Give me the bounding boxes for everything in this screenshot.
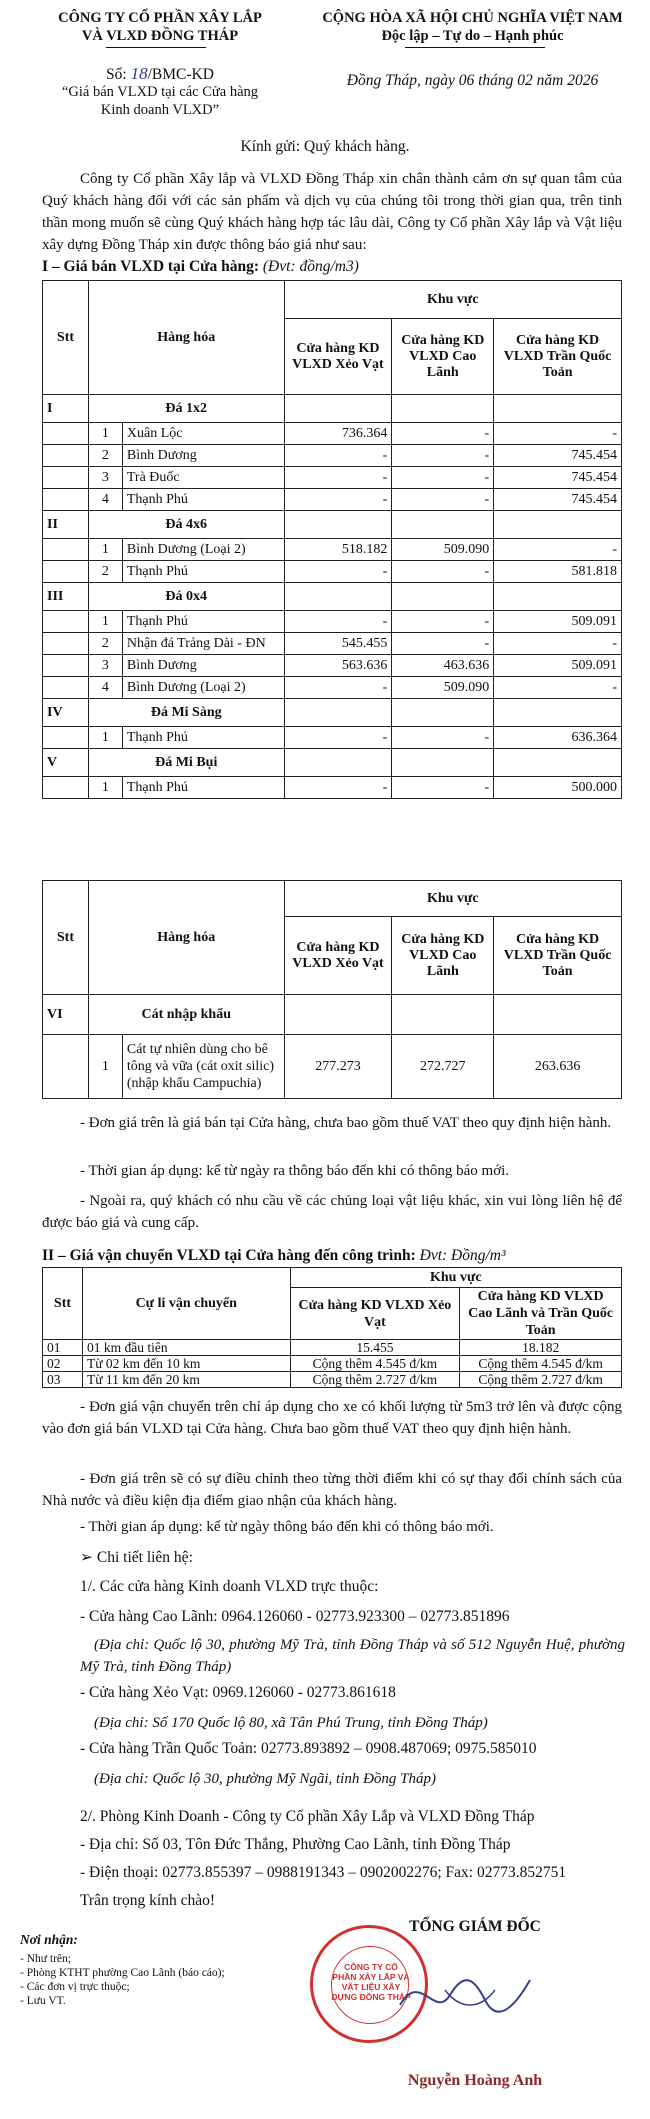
row-v2: - [392,423,494,445]
row-no: 02 [43,1356,83,1372]
group-row [43,511,622,539]
row-name: Trà Đuốc [122,467,284,489]
section1-unit: (Đvt: đồng/m3) [262,258,359,275]
table-row [43,445,622,467]
row-v3: - [494,677,622,699]
group-row [43,583,622,611]
row-name: Thạnh Phú [122,611,284,633]
group-row [43,395,622,423]
row-no: 3 [88,467,122,489]
row-v2: 509.090 [392,677,494,699]
table-row [43,655,622,677]
row-range: 01 km đầu tiên [82,1340,290,1356]
store-cao-lanh-address: (Địa chỉ: Quốc lộ 30, phường Mỹ Trà, tỉnh Đồng Tháp và số 512 Nguyễn Huệ, phường Mỹ Trà, tỉnh Đồng Tháp) [80,1637,625,1675]
company-seal-text: CÔNG TY CỔ PHẦN XÂY LẮP VÀ VẬT LIỆU XÂY DỰNG ĐỒNG THÁP [331,1962,411,2002]
row-name: Thạnh Phú [122,727,284,749]
row-no: 1 [88,1035,122,1099]
doc-no-suffix: /BMC-KD [147,66,214,83]
row-no: 2 [88,633,122,655]
row-no: 1 [88,611,122,633]
company-name-line2: VÀ VLXD ĐỒNG THÁP [81,28,239,44]
recipients-list [20,1952,225,2008]
row-v2: - [392,727,494,749]
row-v1: - [284,677,392,699]
section2-unit: Đvt: Đồng/m³ [419,1247,506,1264]
store-tran-quoc-toan-line: - Cửa hàng Trần Quốc Toản: 02773.893892 – 0908.487069; 0975.585010 [80,1740,537,1757]
row-no: 1 [88,423,122,445]
row-range: Từ 11 km đến 20 km [82,1372,290,1388]
signer-title: TỔNG GIÁM ĐỐC [409,1918,541,1935]
company-name-line1: CÔNG TY CỔ PHẦN XÂY LẮP [58,10,262,26]
section1-title: I – Giá bán VLXD tại Cửa hàng: [42,258,260,275]
row-no: 2 [88,445,122,467]
section1-note-1: - Đơn giá trên là giá bán tại Cửa hàng, chưa bao gồm thuế VAT theo quy định hiện hành. [80,1115,612,1131]
arrow-icon: ➢ [80,1549,93,1566]
th2-store-cao-lanh: Cửa hàng KD VLXD Cao Lãnh [392,917,494,995]
section2-note-1: - Đơn giá vận chuyển trên chỉ áp dụng cho xe có khối lượng từ 5m3 trở lên và được cộng vào đơn giá bán VLXD tại Cửa hàng. Chưa bao gồm thuế VAT theo quy định hiện hành. [42,1399,622,1437]
intro-paragraph: Công ty Cổ phần Xây lắp và VLXD Đồng Tháp xin chân thành cảm ơn sự quan tâm của Quý khách hàng đối với các sản phẩm và dịch vụ của chúng tôi trong thời gian qua, trên tinh thần mong muốn sẽ cùng Quý khách hàng hợp tác lâu dài, Công ty Cổ phần Xây lắp và Vật liệu xây dựng Đồng Tháp xin được thông báo giá như sau: [42,171,622,253]
row-v2: - [392,467,494,489]
doc-no-label: Số: [106,66,127,83]
recipients-title: Nơi nhận: [20,1932,78,1947]
row-no: 4 [88,489,122,511]
greeting: Kính gửi: Quý khách hàng. [240,138,410,155]
row-no: 1 [88,777,122,799]
row-no: 01 [43,1340,83,1356]
th2-goods: Hàng hóa [88,881,284,995]
row-no: 4 [88,677,122,699]
table-row [43,489,622,511]
contact-part2-title: 2/. Phòng Kinh Doanh - Công ty Cổ phần Xây Lắp và VLXD Đồng Tháp [80,1808,535,1825]
row-v1: 545.455 [284,633,392,655]
table-row [43,1356,622,1372]
row-v2: 272.727 [392,1035,494,1099]
tt-th-region: Khu vực [290,1268,621,1288]
table-row [43,467,622,489]
row-no: 1 [88,539,122,561]
table-row [43,1340,622,1356]
row-v3: 745.454 [494,467,622,489]
row-no: 3 [88,655,122,677]
subject-line1: “Giá bán VLXD tại các Cửa hàng [61,84,259,100]
contact-part1-title: 1/. Các cửa hàng Kinh doanh VLXD trực thuộc: [80,1578,379,1595]
row-v1: - [284,727,392,749]
signature-image [390,1960,540,2030]
group-roman: I [43,395,89,423]
row-v1: - [284,611,392,633]
header-underline-left [106,47,206,48]
subject-line2: Kinh doanh VLXD” [100,102,220,118]
group-roman: III [43,583,89,611]
row-no: 1 [88,727,122,749]
row-no: 03 [43,1372,83,1388]
row-name: Cát tự nhiên dùng cho bê tông và vữa (cát oxit silic) (nhập khẩu Campuchia) [122,1035,284,1099]
row-v3: 636.364 [494,727,622,749]
row-range: Từ 02 km đến 10 km [82,1356,290,1372]
section2-title: II – Giá vận chuyển VLXD tại Cửa hàng đến công trình: [42,1247,416,1264]
section1-note-3: - Ngoài ra, quý khách có nhu cầu về các chủng loại vật liệu khác, xin vui lòng liên hệ để được báo giá và cung cấp. [42,1193,622,1231]
row-v3: 509.091 [494,611,622,633]
contact-part2-phone: - Điện thoại: 02773.855397 – 0988191343 – 0902002276; Fax: 02773.852751 [80,1864,567,1881]
row-v1: - [284,777,392,799]
table-row [43,611,622,633]
row-v2: - [392,611,494,633]
group-roman: V [43,749,89,777]
store-xeo-vat-address: (Địa chỉ: Số 170 Quốc lộ 80, xã Tân Phú Trung, tỉnh Đồng Tháp) [94,1715,488,1731]
row-v2: 509.090 [392,539,494,561]
closing-greeting: Trân trọng kính chào! [80,1892,216,1909]
group-name: Đá 1x2 [88,395,284,423]
row-name: Bình Dương [122,445,284,467]
group-roman: II [43,511,89,539]
document-number [20,64,300,84]
row-v1: Cộng thêm 2.727 đ/km [290,1372,460,1388]
row-v3: 509.091 [494,655,622,677]
row-v3: 263.636 [494,1035,622,1099]
row-v2: Cộng thêm 4.545 đ/km [460,1356,622,1372]
table-row [43,633,622,655]
row-name: Thạnh Phú [122,561,284,583]
header-underline-right [405,47,545,48]
table-row [43,1372,622,1388]
th2-store-xeo-vat: Cửa hàng KD VLXD Xẻo Vạt [284,917,392,995]
nation-motto: Độc lập – Tự do – Hạnh phúc [381,28,564,44]
row-v2: 18.182 [460,1340,622,1356]
row-name: Bình Dương [122,655,284,677]
store-cao-lanh-line: - Cửa hàng Cao Lãnh: 0964.126060 - 02773.923300 – 02773.851896 [80,1608,510,1625]
group-name: Đá 0x4 [88,583,284,611]
table-row [43,1035,622,1099]
row-v3: 745.454 [494,489,622,511]
store-tran-quoc-toan-address: (Địa chỉ: Quốc lộ 30, phường Mỹ Ngãi, tỉnh Đồng Tháp) [94,1771,436,1787]
group-roman: VI [43,995,89,1035]
section2-note-3: - Thời gian áp dụng: kể từ ngày thông báo đến khi có thông báo mới. [80,1519,494,1535]
price-table-1 [42,280,622,799]
table-row [43,561,622,583]
table-row [43,539,622,561]
tt-th-stt: Stt [43,1268,83,1340]
tt-th-xeo-vat: Cửa hàng KD VLXD Xẻo Vạt [290,1288,460,1340]
row-v1: 736.364 [284,423,392,445]
row-name: Nhận đá Trảng Dài - ĐN [122,633,284,655]
row-name: Thạnh Phú [122,777,284,799]
th-goods: Hàng hóa [88,281,284,395]
row-v2: - [392,777,494,799]
row-v3: 745.454 [494,445,622,467]
transport-table-body [43,1340,622,1388]
row-v2: - [392,561,494,583]
row-name: Thạnh Phú [122,489,284,511]
row-no: 2 [88,561,122,583]
group-name: Đá Mi Bụi [88,749,284,777]
table-row [43,727,622,749]
nation-title: CỘNG HÒA XÃ HỘI CHỦ NGHĨA VIỆT NAM [322,10,623,26]
recipient-item: - Như trên; [20,1953,71,1965]
recipient-item: - Các đơn vị trực thuộc; [20,1981,130,1993]
th-region: Khu vực [284,281,621,319]
group-row [43,749,622,777]
group-name: Đá Mi Sàng [88,699,284,727]
transport-table [42,1267,622,1388]
row-v3: - [494,539,622,561]
th2-stt: Stt [43,881,89,995]
section2-note-2: - Đơn giá trên sẽ có sự điều chỉnh theo từng thời điểm khi có sự thay đổi chính sách của Nhà nước và điều kiện địa điểm giao nhận của khách hàng. [42,1471,622,1509]
row-v2: - [392,445,494,467]
row-v3: - [494,423,622,445]
recipient-item: - Phòng KTHT phường Cao Lãnh (báo cáo); [20,1967,225,1979]
table-row [43,423,622,445]
price-table-1-body [43,395,622,799]
row-v2: - [392,633,494,655]
tt-th-cao-lanh-tqt: Cửa hàng KD VLXD Cao Lãnh và Trần Quốc Toản [460,1288,622,1340]
row-v1: 15.455 [290,1340,460,1356]
row-v2: Cộng thêm 2.727 đ/km [460,1372,622,1388]
row-v3: 581.818 [494,561,622,583]
group-roman: IV [43,699,89,727]
row-v1: - [284,467,392,489]
row-v1: 563.636 [284,655,392,677]
store-xeo-vat-line: - Cửa hàng Xẻo Vạt: 0969.126060 - 02773.861618 [80,1684,396,1701]
document-date: Đồng Tháp, ngày 06 tháng 02 năm 2026 [346,72,599,89]
row-v3: - [494,633,622,655]
row-v1: - [284,445,392,467]
row-name: Bình Dương (Loại 2) [122,539,284,561]
price-table-2 [42,880,622,1099]
th-store-xeo-vat: Cửa hàng KD VLXD Xẻo Vạt [284,319,392,395]
row-v3: 500.000 [494,777,622,799]
row-v1: Cộng thêm 4.545 đ/km [290,1356,460,1372]
row-v2: - [392,489,494,511]
table-row [43,677,622,699]
doc-no-handwritten: 18 [130,64,148,83]
section1-note-2: - Thời gian áp dụng: kể từ ngày ra thông báo đến khi có thông báo mới. [80,1163,510,1179]
th-store-cao-lanh: Cửa hàng KD VLXD Cao Lãnh [392,319,494,395]
th-stt: Stt [43,281,89,395]
section2-heading [42,1247,642,1265]
contact-heading [80,1548,193,1567]
row-name: Bình Dương (Loại 2) [122,677,284,699]
tt-th-distance: Cự li vận chuyển [82,1268,290,1340]
recipient-item: - Lưu VT. [20,1995,66,2007]
contact-part2-address: - Địa chỉ: Số 03, Tôn Đức Thắng, Phường Cao Lãnh, tỉnh Đồng Tháp [80,1836,511,1853]
row-v1: - [284,489,392,511]
signer-name: Nguyễn Hoàng Anh [407,2072,543,2089]
table-row [43,777,622,799]
group-name: Đá 4x6 [88,511,284,539]
group-name: Cát nhập khẩu [88,995,284,1035]
group-row [43,995,622,1035]
row-v1: 518.182 [284,539,392,561]
group-row [43,699,622,727]
row-v1: - [284,561,392,583]
row-v1: 277.273 [284,1035,392,1099]
th2-store-tran-quoc-toan: Cửa hàng KD VLXD Trần Quốc Toản [494,917,622,995]
row-name: Xuân Lộc [122,423,284,445]
section1-heading [42,258,642,276]
contact-title: Chi tiết liên hệ: [96,1549,193,1566]
th-store-tran-quoc-toan: Cửa hàng KD VLXD Trần Quốc Toản [494,319,622,395]
row-v2: 463.636 [392,655,494,677]
th2-region: Khu vực [284,881,621,917]
